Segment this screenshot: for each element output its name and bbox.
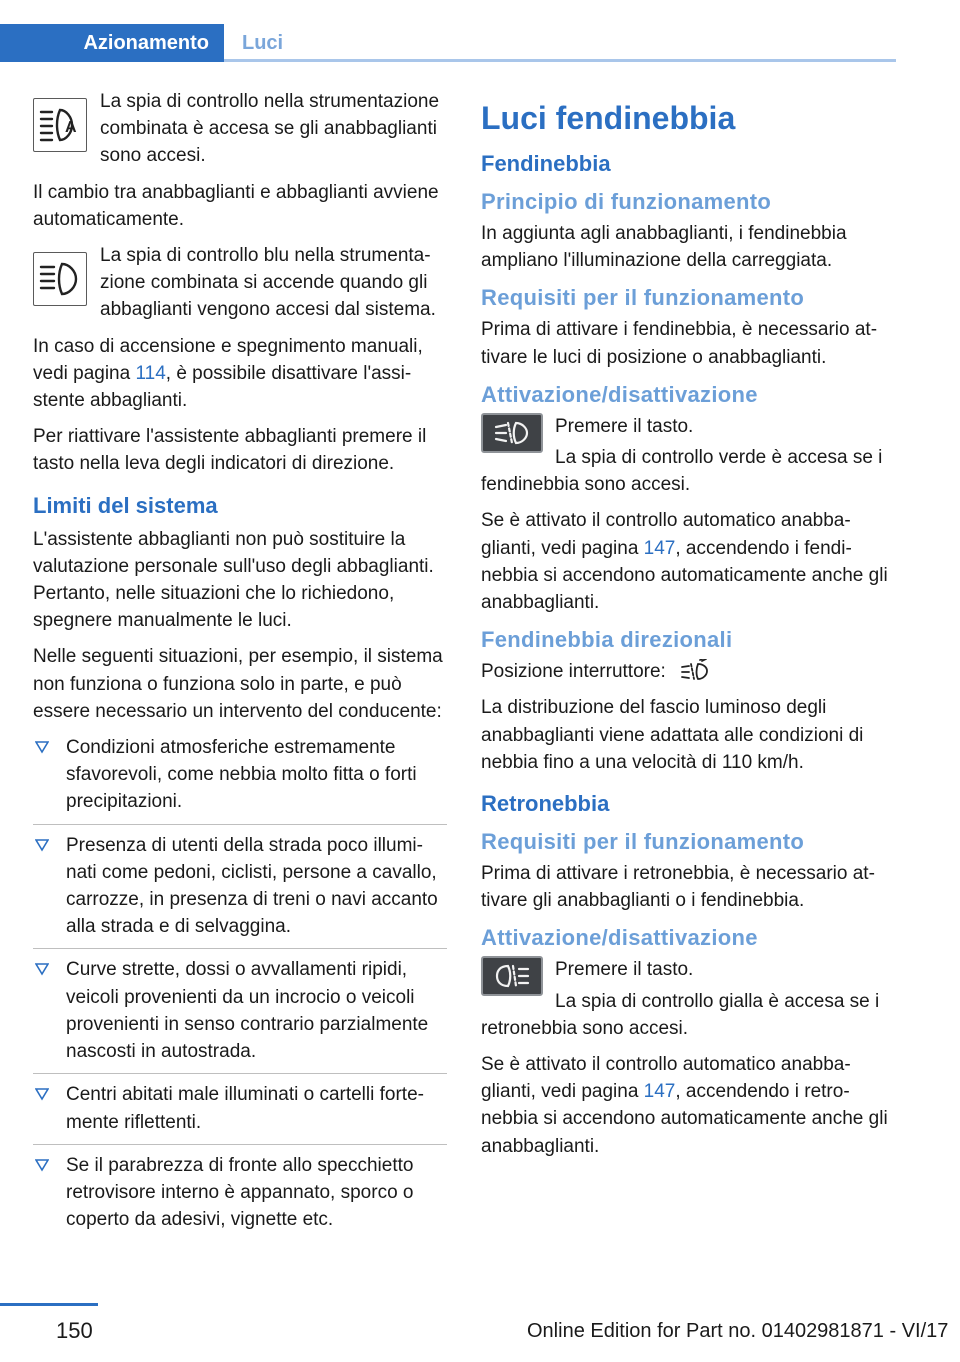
rear-fog-button-icon xyxy=(481,956,543,996)
page-number: 150 xyxy=(56,1318,93,1343)
list-item: Se il parabrezza di fronte allo specchietto retrovisore interno è appannato, sporco o coperto da adesivi, vignette etc. xyxy=(33,1152,447,1242)
list-item: Centri abitati male illuminati o cartelli fortemente riflettenti. xyxy=(33,1081,447,1144)
heading-rear-fog: Retronebbia xyxy=(481,791,610,817)
limitations-list xyxy=(33,734,447,1241)
heading-directional-fog: Fendinebbia direzionali xyxy=(481,627,733,653)
paragraph: La spia di controllo verde è accesa se i fendinebbia sono accesi. xyxy=(481,447,883,496)
paragraph: La spia di controllo gialla è accesa se i retronebbia sono accesi. xyxy=(481,990,880,1039)
left-column xyxy=(33,91,447,1248)
paragraph: L'assistente abbaglianti non può sostituire la valutazione personale sull'uso degli abbaglianti. Pertanto, nelle situazioni che lo richiedono, spegnere manualmente le luci. xyxy=(33,528,434,632)
heading-fog-lights: Luci fendinebbia xyxy=(481,100,736,136)
paragraph: Se è attivato il controllo automatico anabbaglianti, vedi pagina 147, accendendo i fendinebbia si accendono automaticamente anche gli anabbaglianti. xyxy=(481,510,888,614)
paragraph: La spia di controllo blu nella strumentazione combinata si accende quando gli abbaglianti vengono accesi dal sistema. xyxy=(100,245,436,321)
indicator-row-low-beam xyxy=(33,88,447,179)
section-tab-subsection: Luci xyxy=(242,31,284,54)
paragraph: Prima di attivare i fendinebbia, è necessario attivare le luci di posizione o anabbaglianti. xyxy=(481,319,878,368)
right-column xyxy=(481,98,895,1169)
rear-fog-button-row xyxy=(481,956,895,1051)
page-link-114[interactable]: 114 xyxy=(135,362,166,384)
low-beam-assistant-icon xyxy=(33,98,87,152)
heading-requirements-rear: Requisiti per il funzionamento xyxy=(481,829,805,855)
paragraph: Nelle seguenti situazioni, per esempio, il sistema non funziona o funziona solo in parte, e può essere necessario un intervento del conducente: xyxy=(33,646,443,722)
list-item: Curve strette, dossi o avvallamenti ripidi, veicoli provenienti da un incrocio o veicoli provenienti in senso contrario parzialmente nascosti in autostrada. xyxy=(33,956,447,1074)
paragraph: In caso di accensione e spegnimento manuali, vedi pagina 114, è possibile disattivare l'assistente abbaglianti. xyxy=(33,335,423,412)
triangle-bullet-icon xyxy=(35,962,49,976)
high-beam-icon xyxy=(33,252,87,306)
footer-rule xyxy=(0,1303,98,1306)
header-rule xyxy=(224,59,896,62)
heading-requirements-front: Requisiti per il funzionamento xyxy=(481,285,805,311)
paragraph: Premere il tasto. xyxy=(555,415,694,437)
paragraph: Premere il tasto. xyxy=(555,959,694,981)
heading-activation-rear: Attivazione/disattivazione xyxy=(481,925,758,951)
front-fog-button-row xyxy=(481,413,895,508)
edition-note: Online Edition for Part no. 01402981871 - VI/17 xyxy=(527,1320,949,1342)
triangle-bullet-icon xyxy=(35,740,49,754)
indicator-row-high-beam xyxy=(33,242,447,333)
paragraph: Posizione interruttore: xyxy=(481,658,895,685)
adaptive-fog-switch-icon xyxy=(680,659,710,681)
heading-principle: Principio di funzionamento xyxy=(481,189,772,214)
paragraph: In aggiunta agli anabbaglianti, i fendinebbia ampliano l'illuminazione della carreggiata. xyxy=(481,223,847,272)
list-item: Presenza di utenti della strada poco illuminati come pedoni, ciclisti, persone a cavallo, carrozze, in presenza di treni o navi accanto alla strada e di selvaggina. xyxy=(33,832,447,950)
heading-front-fog: Fendinebbia xyxy=(481,151,611,176)
triangle-bullet-icon xyxy=(35,838,49,852)
paragraph: La spia di controllo nella strumentazione combinata è accesa se gli anabbaglianti sono accesi. xyxy=(100,91,440,167)
paragraph: Il cambio tra anabbaglianti e abbaglianti avviene automaticamente. xyxy=(33,181,439,230)
heading-activation-front: Attivazione/disattivazione xyxy=(481,381,758,407)
page-link-147[interactable]: 147 xyxy=(643,1081,676,1103)
page-header xyxy=(0,0,896,62)
paragraph: La distribuzione del fascio luminoso degli anabbaglianti viene adattata alle condizioni di nebbia fino a una velocità di 110 km/h. xyxy=(481,697,864,773)
page-link-147[interactable]: 147 xyxy=(643,537,676,559)
front-fog-button-icon xyxy=(481,413,543,453)
paragraph: Prima di attivare i retronebbia, è necessario attivare gli anabbaglianti o i fendinebbia. xyxy=(481,863,875,912)
triangle-bullet-icon xyxy=(35,1158,49,1172)
heading-system-limits: Limiti del sistema xyxy=(33,492,218,518)
section-tab-active: Azionamento xyxy=(0,24,224,62)
list-item: Condizioni atmosferiche estremamente sfavorevoli, come nebbia molto fitta o forti precipitazioni. xyxy=(33,734,447,825)
svg-text:A: A xyxy=(65,119,77,136)
paragraph: Se è attivato il controllo automatico anabbaglianti, vedi pagina 147, accendendo i retronebbia si accendono automaticamente anche gli anabbaglianti. xyxy=(481,1054,888,1157)
triangle-bullet-icon xyxy=(35,1087,49,1101)
paragraph: Per riattivare l'assistente abbaglianti premere il tasto nella leva degli indicatori di direzione. xyxy=(33,426,427,475)
